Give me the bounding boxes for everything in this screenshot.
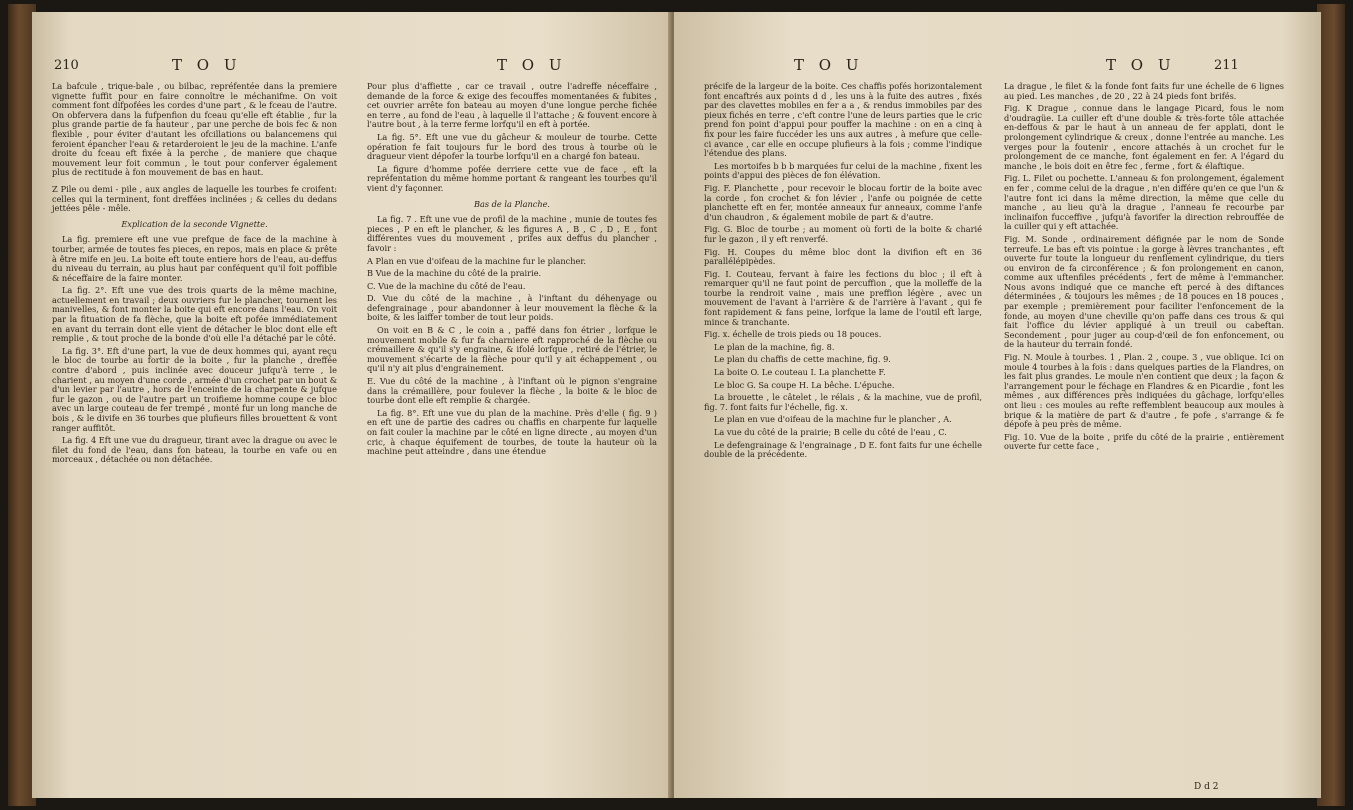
figure-entry: Fig. x. échelle de trois pieds ou 18 pouces. <box>704 329 882 340</box>
scale-note: Le defengrainage & l'engrainage , D E. font faits fur une échelle double de la précédente. <box>704 439 982 460</box>
paragraph: précife de la largeur de la boite. Ces chaffis pofés horizontalement font encaftrés aux points d d , les uns à la fuite des autres , fixés par des clavettes mobiles en fer a a , & rendus immobiles par des pieux fichés en terre , c'eft contre l'une de leurs parties que le cric prend fon point d'appui pour pouffer la machine : on en a cinq à fix pour les faire fuccéder les uns aux autres , à mefure que celle-ci avance , car elle en occupe plufieurs à la fois ; comme l'indique l'étendue des plans. <box>704 81 982 159</box>
text-column-1 <box>52 82 337 468</box>
paragraph: La fig. 7 . Eft une vue de profil de la machine , munie de toutes fes pieces , P en eft le plancher, & les figures A , B , C , D , E , font différentes vues du mouvement , prifes aux deffus du plancher , favoir : <box>367 214 657 253</box>
paragraph: La fig. 2°. Eft une vue des trois quarts de la même machine, actuellement en travail ; deux ouvriers fur le plancher, tournent les manivelles, & font monter la boite qui eft encore dans l'eau. On voit par la fituation de fa flèche, que la boite eft pofée immédiatement en avant du terrain dont elle vient de détacher le bloc dont elle eft remplie , & tout proche de la bonde d'où elle l'a détaché par le côté. <box>52 285 337 344</box>
figure-entry: Fig. F. Planchette , pour recevoir le blocau fortir de la boite avec la corde , fon crochet & fon lévier , l'anfe ou poignée de cette planchette eft en fer, montée anneaux fur anneaux, comme l'anfe d'un chaudron , & également mobile de part & d'autre. <box>704 182 982 222</box>
scale-note: La boite O. Le couteau I. La planchette F. <box>714 367 886 378</box>
right-page <box>674 12 1321 798</box>
page-number-left: 210 <box>54 58 79 73</box>
paragraph: La fig. 8°. Eft une vue du plan de la machine. Près d'elle ( fig. 9 ) en eft une de partie des cadres ou chaffis en charpente fur laquelle on fait couler la machine par le côté en ligne directe , au moyen d'un cric, à chaque équifement de tourbes, de toute la hauteur où la machine peut atteindre , dans une étendue <box>367 407 657 457</box>
paragraph: La fig. 3°. Eft d'une part, la vue de deux hommes qui, ayant reçu le bloc de tourbe au fortir de la boite , fur la planche , dreffée contre d'abord , puis inclinée avec douceur jufqu'à terre , le charient , au moyen d'une corde , armée d'un crochet par un bout & d'un levier par l'autre , hors de l'enceinte de la charpente & jufque fur le gazon , ou de l'autre part un troifieme homme coupe ce bloc avec un large couteau de fer trempé , monté fur un long manche de bois , & le divife en 36 tourbes que plufieurs filles brouettent & vont ranger auffitôt. <box>52 345 337 433</box>
paragraph: Pour plus d'affiette , car ce travail , outre l'adreffe néceffaire , demande de la force & exige des fecouffes momentanées & fubites , cet ouvrier arrête fon bateau au moyen d'une longue perche fichée en terre , au fond de l'eau , à laquelle il l'attache ; & fouvent encore à l'autre bout , à la terre ferme lorfqu'il en eft à portée. <box>367 81 657 130</box>
book-cover-right-edge <box>1317 4 1345 806</box>
scale-note: Le plan de la machine, fig. 8. <box>714 341 835 352</box>
legend-item: A Plan en vue d'oifeau de la machine fur le plancher. <box>367 255 586 266</box>
paragraph: La figure d'homme pofée derriere cette vue de face , eft la repréfentation du même homme portant & rangeant les tourbes qu'il vient d'y façonner. <box>367 163 657 193</box>
text-column-2 <box>1004 82 1284 455</box>
figure-entry: Fig. G. Bloc de tourbe ; au moment où forti de la boite & charié fur le gazon , il y eft renverfé. <box>704 224 982 244</box>
paragraph: La drague , le filet & la fonde font faits fur une échelle de 6 lignes au pied. Les manches , de 20 , 22 à 24 pieds font brifés. <box>1004 81 1284 101</box>
paragraph: Z Pile ou demi - pile , aux angles de laquelle les tourbes fe croifent: celles qui la terminent, font dreffées inclinées ; & celles du dedans jettées pêle - mêle. <box>52 183 337 214</box>
catchword: D d 2 <box>1194 782 1219 792</box>
text-column-2 <box>367 82 657 460</box>
scale-note: La brouette , le câtelet , le rélais , & la machine, vue de profil, fig. 7. font faits fur l'échelle, fig. x. <box>704 392 982 412</box>
running-head: T O U <box>172 56 242 74</box>
section-heading: Bas de la Planche. <box>473 198 551 209</box>
scale-note: Le plan du chaffis de cette machine, fig. 9. <box>714 354 891 365</box>
scale-note: La vue du côté de la prairie; B celle du côté de l'eau , C. <box>714 427 947 437</box>
figure-entry: Fig. I. Couteau, fervant à faire les fections du bloc ; il eft à remarquer qu'il ne faut point de percuffion , que la molleffe de la tourbe la rendroit vaine , mais une preffion légère , avec un mouvement de l'avant à l'arrière & de l'arrière à l'avant , qui fe font rapidement & fans peine, lorfque la lame de l'outil eft large, mince & tranchante. <box>704 268 982 327</box>
left-page <box>32 12 672 798</box>
paragraph: La bafcule , trique-bale , ou bilbac, repréfentée dans la premiere vignette fuffit pour en faire connoître le méchanifme. On voit comment font difpofées les cordes d'une part , & le fceau de l'autre. On obfervera dans la fufpenfion du fceau qu'elle eft établie , fur la plus grande partie de fa hauteur , par une perche de bois fec & non flexible , pour éviter d'autant les ofcillations ou balancemens qui feroient épancher l'eau & retarderoient le jeu de la machine. L'anfe droite du fceau eft fixée à la perche , de maniere que chaque mouvement leur foit commun , le tout pour conferver également plus de rectitude à fon mouvement de bas en haut. <box>52 81 337 178</box>
figure-entry: Fig. L. Filet ou pochette. L'anneau & fon prolongement, également en fer , comme celui de la drague , n'en différe qu'en ce que l'un & l'autre font ici dans la même direction, la même que celle du manche , au lieu qu'à la drague , l'anneau fe recourbe par inclinaifon fucceffive , jufqu'à favorifer la direction rebrouffée de la cuiller qui y eft attachée. <box>1004 173 1284 232</box>
figure-entry: Fig. H. Coupes du même bloc dont la divifion eft en 36 parallélépipèdes. <box>704 246 982 267</box>
paragraph: On voit en B & C , le coin a , paffé dans fon étrier , lorfque le mouvement mobile & fur fa charniere eft rapproché de la flèche ou crémaillere & qu'il s'y engraine, & ifolé lorfque , retiré de l'étrier, le mouvement s'écarte de la flèche pour qu'il y ait échappement , ou qu'il n'y ait plus d'engrainement. <box>367 325 657 374</box>
figure-entry: Fig. M. Sonde , ordinairement défignée par le nom de Sonde terreufe. Le bas eft vis pointue : la gorge à lèvres tranchantes , eft ouverte fur toute la longueur du renflement cylindrique, du tiers ou environ de fa circonférence ; & fon prolongement en canon, comme aux uftenfiles précédents , fert de même à l'emmancher. Nous avons indiqué que ce manche eft percé à des diftances déterminées , & toujours les mêmes ; de 18 pouces en 18 pouces , par exemple ; premièrement pour faciliter l'enfoncement de la fonde, au moyen d'une cheville qu'on paffe dans ces trous & qui fait l'office du lévier appliqué à un treuil ou cabeftan. Secondement , pour juger au coup-d'œil de fon enfoncement, ou de la hauteur du terrain fondé. <box>1004 233 1284 350</box>
paragraph: La fig. 5°. Eft une vue du gâcheur & mouleur de tourbe. Cette opération fe fait toujours fur le bord des trous à tourbe où le dragueur vient dépofer la tourbe lorfqu'il en a chargé fon bateau. <box>367 131 657 162</box>
legend-item: B Vue de la machine du côté de la prairie. <box>367 268 542 279</box>
paragraph: Les mortoifes b b b marquées fur celui de la machine , fixent les points d'appui des pièces de fon élévation. <box>704 160 982 181</box>
open-book <box>8 4 1345 806</box>
running-head: T O U <box>497 56 567 74</box>
legend-item: D. Vue du côté de la machine , à l'inftant du déhenyage ou defengrainage , pour abandonner à leur mouvement la flèche & la boite, & les laiffer tomber de tout leur poids. <box>367 293 657 323</box>
scale-note: Le plan en vue d'oifeau de la machine fur le plancher , A. <box>714 414 952 425</box>
legend-item: C. Vue de la machine du côté de l'eau. <box>367 280 526 291</box>
legend-item: E. Vue du côté de la machine , à l'inftant où le pignon s'engraine dans la crémaillère, pour foulever la flèche , la boite & le bloc de tourbe dont elle eft remplie & chargée. <box>367 376 657 406</box>
figure-entry: Fig. N. Moule à tourbes. 1 , Plan. 2 , coupe. 3 , vue oblique. Ici on moule 4 tourbes à la fois : dans quelques parties de la Flandres, on les fait plus grandes. Le moule n'en contient que deux ; la façon & l'arrangement pour le féchage en Flandres & en Picardie , font les mêmes , aux différences près indiquées du gâchage, lorfqu'elles ont lieu : ces moules au refte reffemblent beaucoup aux moules à brique & la matière de part & d'autre , fe pofe , s'arrange & fe dépofe à peu près de même. <box>1004 352 1284 430</box>
section-heading: Explication de la seconde Vignette. <box>121 218 268 229</box>
figure-entry: Fig. 10. Vue de la boite , prife du côté de la prairie , entièrement ouverte fur cette face , <box>1004 431 1284 452</box>
running-head: T O U <box>1106 56 1176 74</box>
text-column-1 <box>704 82 982 463</box>
paragraph: La fig. 4 Eft une vue du dragueur, tirant avec la drague ou avec le filet du fond de l'eau, dans fon bateau, la tourbe en vafe ou en morceaux , détachée ou non détachée. <box>52 435 337 465</box>
running-head: T O U <box>794 56 864 74</box>
scale-note: Le bloc G. Sa coupe H. La bêche. L'épuche. <box>714 379 895 390</box>
figure-entry: Fig. K Drague , connue dans le langage Picard, fous le nom d'oudragüe. La cuiller eft d'une double & très-forte tôle attachée en-deffous & par le haut à un anneau de fer applati, dont le prolongement cylindrique & creux , donne l'entrée au manche. Les verges pour la foutenir , encore attachés à un crochet fur le prolongement de ce manche, font également en fer. A l'égard du manche , le bois doit en être fec , ferme , fort & élaftique. <box>1004 103 1284 171</box>
paragraph: La fig. premiere eft une vue prefque de face de la machine à tourber, armée de toutes fes pieces, en repos, mais en place & prête à être mife en jeu. La boite eft toute entiere hors de l'eau, au-deffus du niveau du terrain, au plus haut par conféquent qu'il foit poffible & néceffaire de la faire monter. <box>52 234 337 283</box>
page-number-right: 211 <box>1214 58 1239 73</box>
